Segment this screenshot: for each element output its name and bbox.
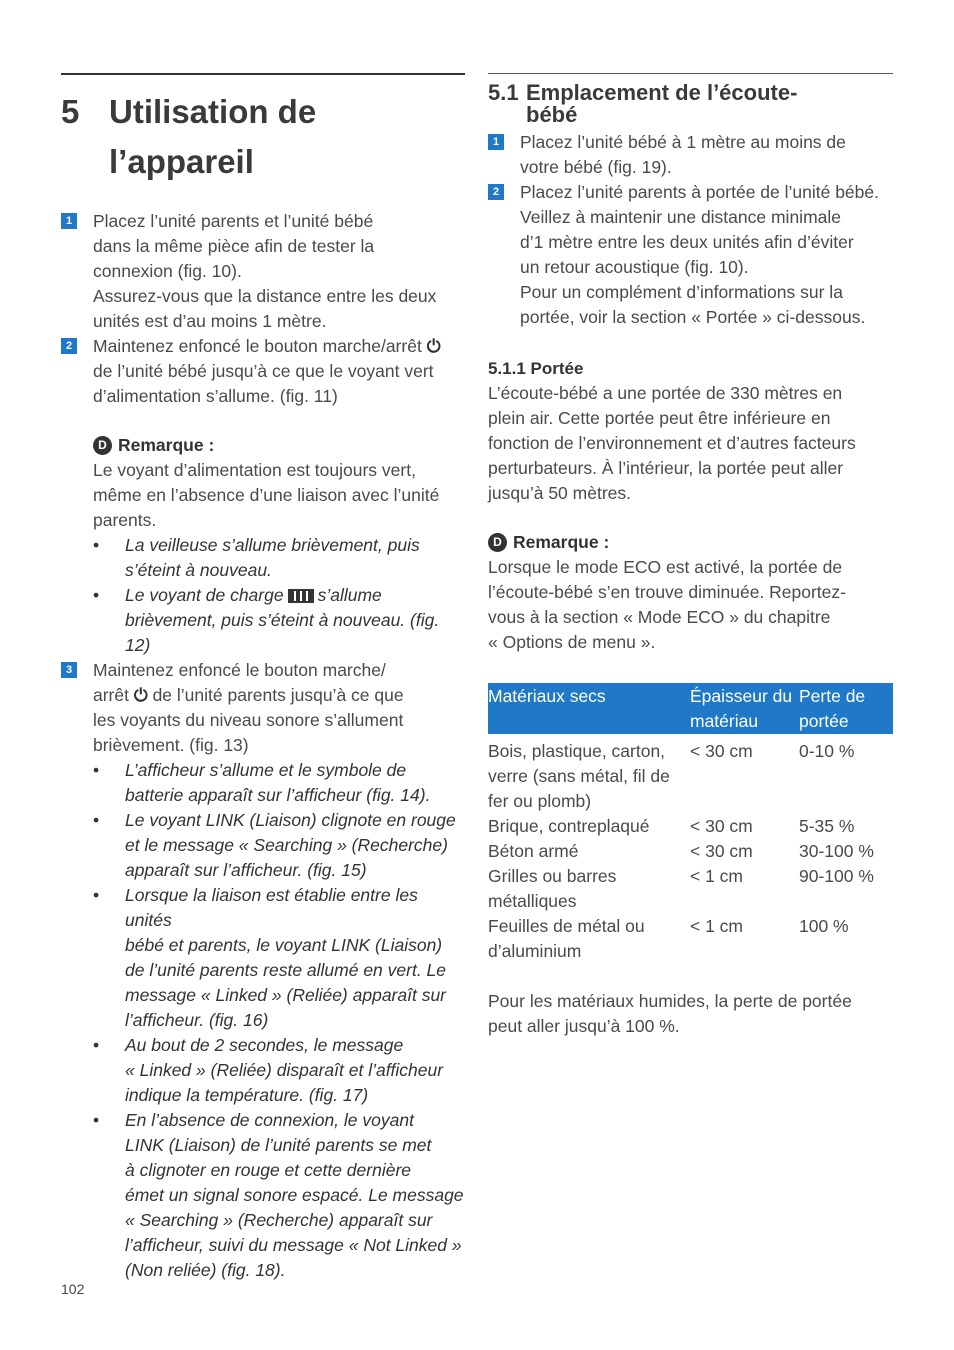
table-cell: 5-35 %	[799, 816, 855, 836]
table-cell: Bois, plastique, carton, verre (sans métal, fil de fer ou plomb)	[488, 741, 670, 811]
step-text: Placez l’unité bébé à 1 mètre au moins de	[520, 132, 846, 152]
list-item: • Lorsque la liaison est établie entre les unités bébé et parents, le voyant LINK (Liaison) de l’unité parents reste allumé en vert. Le message « Linked » (Reliée) apparaît sur l’afficheur. (fig. 16)	[93, 885, 447, 1030]
table-header: Matériaux secs	[488, 683, 690, 734]
table-footnote: Pour les matériaux humides, la perte de portée peut aller jusqu’à 100 %.	[488, 991, 852, 1036]
step-text: Maintenez enfoncé le bouton marche/arrêt ⏻	[93, 334, 465, 359]
note-title: D Remarque :	[488, 530, 893, 555]
step-badge: 1	[61, 213, 77, 229]
section-title-line2: bébé	[526, 102, 578, 127]
battery-icon	[288, 589, 314, 603]
section-title-line1: Emplacement de l’écoute-	[526, 80, 798, 105]
note-icon: D	[93, 436, 112, 455]
step-text: d’alimentation s’allume. (fig. 11)	[93, 386, 338, 406]
step-text: Placez l’unité parents et l’unité bébé	[93, 211, 374, 231]
subsection-heading: 5.1.1 Portée	[488, 359, 584, 378]
body-text: L’écoute-bébé a une portée de 330 mètres en	[488, 383, 843, 403]
body-text: plein air. Cette portée peut être inférieure en	[488, 408, 831, 428]
table-cell: < 30 cm	[690, 741, 753, 761]
step-text: Pour un complément d’informations sur la	[520, 282, 843, 302]
section-number: 5.1	[488, 80, 519, 105]
note-text: vous à la section « Mode ECO » du chapitre	[488, 607, 831, 627]
power-icon: ⏻	[426, 336, 441, 356]
step-badge: 2	[488, 184, 504, 200]
table-cell: < 30 cm	[690, 816, 753, 836]
step-text: Veillez à maintenir une distance minimale	[520, 207, 841, 227]
body-text: jusqu’à 50 mètres.	[488, 483, 631, 503]
list-item: • En l’absence de connexion, le voyant LINK (Liaison) de l’unité parents se met à clignoter en rouge et cette dernière émet un signal sonore espacé. Le message « Searching » (Recherche) apparaît sur l’afficheur, suivi du message « Not Linked » (Non reliée) (fig. 18).	[93, 1110, 464, 1280]
note-bullets	[93, 533, 465, 658]
table-row	[488, 914, 893, 964]
note-icon: D	[488, 533, 507, 552]
step-text: brièvement. (fig. 13)	[93, 735, 249, 755]
note-title: D Remarque :	[93, 433, 465, 458]
step-item	[61, 209, 465, 334]
table-header-row	[488, 683, 893, 734]
step-text: Maintenez enfoncé le bouton marche/	[93, 660, 386, 680]
step-text: arrêt ⏻ de l’unité parents jusqu’à ce que	[93, 683, 465, 708]
step-text: Assurez-vous que la distance entre les deux	[93, 286, 437, 306]
steps-list	[61, 209, 465, 409]
chapter-title-line1: Utilisation de	[109, 93, 317, 130]
step-text: dans la même pièce afin de tester la	[93, 236, 375, 256]
note-text: Lorsque le mode ECO est activé, la portée de	[488, 557, 843, 577]
list-item: • L’afficheur s’allume et le symbole de batterie apparaît sur l’afficheur (fig. 14).	[93, 760, 431, 805]
step-text: un retour acoustique (fig. 10).	[520, 257, 749, 277]
step-badge: 3	[61, 662, 77, 678]
heading-rule	[488, 73, 893, 74]
step-text: les voyants du niveau sonore s’allument	[93, 710, 404, 730]
list-item: • La veilleuse s’allume brièvement, puis s’éteint à nouveau.	[93, 535, 420, 580]
step-text: unités est d’au moins 1 mètre.	[93, 311, 327, 331]
step-item	[61, 658, 465, 758]
table-cell: Grilles ou barres métalliques	[488, 866, 617, 911]
step-text: votre bébé (fig. 19).	[520, 157, 672, 177]
table-cell: < 1 cm	[690, 916, 744, 936]
body-text: perturbateurs. À l’intérieur, la portée peut aller	[488, 458, 844, 478]
body-text: fonction de l’environnement et d’autres facteurs	[488, 433, 856, 453]
step-item	[488, 180, 893, 330]
table-row	[488, 839, 893, 864]
list-item: • Le voyant LINK (Liaison) clignote en rouge et le message « Searching » (Recherche) apparaît sur l’afficheur. (fig. 15)	[93, 810, 456, 880]
table-row	[488, 864, 893, 914]
table-cell: 30-100 %	[799, 841, 874, 861]
table-cell: < 30 cm	[690, 841, 753, 861]
table-header: Perte de portée	[799, 683, 893, 734]
table-cell: Feuilles de métal ou d’aluminium	[488, 916, 645, 961]
step-item	[488, 130, 893, 180]
heading-rule	[61, 73, 465, 75]
table-cell: 90-100 %	[799, 866, 874, 886]
note-block	[488, 530, 893, 655]
step-text: d’1 mètre entre les deux unités afin d’éviter	[520, 232, 854, 252]
step-text: de l’unité bébé jusqu’à ce que le voyant vert	[93, 361, 434, 381]
table-row	[488, 814, 893, 839]
table-row	[488, 734, 893, 814]
page-number: 102	[61, 1281, 85, 1297]
step-item	[61, 334, 465, 409]
table-header: Épaisseur du matériau	[690, 683, 799, 734]
note-text: Le voyant d’alimentation est toujours vert,	[93, 460, 416, 480]
step-badge: 1	[488, 134, 504, 150]
chapter-number: 5	[61, 93, 80, 130]
section-heading	[488, 82, 893, 126]
note-text: parents.	[93, 510, 157, 530]
list-item: • Au bout de 2 secondes, le message « Linked » (Reliée) disparaît et l’afficheur indique la température. (fig. 17)	[93, 1035, 444, 1105]
power-icon: ⏻	[133, 685, 148, 705]
chapter-heading	[61, 87, 465, 187]
step-text: portée, voir la section « Portée » ci-dessous.	[520, 307, 866, 327]
chapter-title-line2: l’appareil	[109, 143, 254, 180]
step-badge: 2	[61, 338, 77, 354]
note-block	[93, 433, 465, 658]
materials-table	[488, 683, 893, 964]
table-cell: Béton armé	[488, 841, 579, 861]
note-text: l’écoute-bébé s’en trouve diminuée. Reportez-	[488, 582, 846, 602]
list-item: • Le voyant de charge s’allume brièvement, puis s’éteint à nouveau. (fig. 12)	[93, 585, 440, 655]
step3-bullets	[93, 758, 465, 1283]
steps-list	[488, 130, 893, 330]
step-text: connexion (fig. 10).	[93, 261, 242, 281]
table-cell: 100 %	[799, 916, 849, 936]
table-cell: < 1 cm	[690, 866, 744, 886]
table-cell: 0-10 %	[799, 741, 855, 761]
left-column	[61, 73, 465, 1283]
note-text: même en l’absence d’une liaison avec l’unité	[93, 485, 440, 505]
step-text: Placez l’unité parents à portée de l’unité bébé.	[520, 182, 879, 202]
note-text: « Options de menu ».	[488, 632, 656, 652]
right-column	[488, 73, 893, 1039]
table-cell: Brique, contreplaqué	[488, 816, 650, 836]
